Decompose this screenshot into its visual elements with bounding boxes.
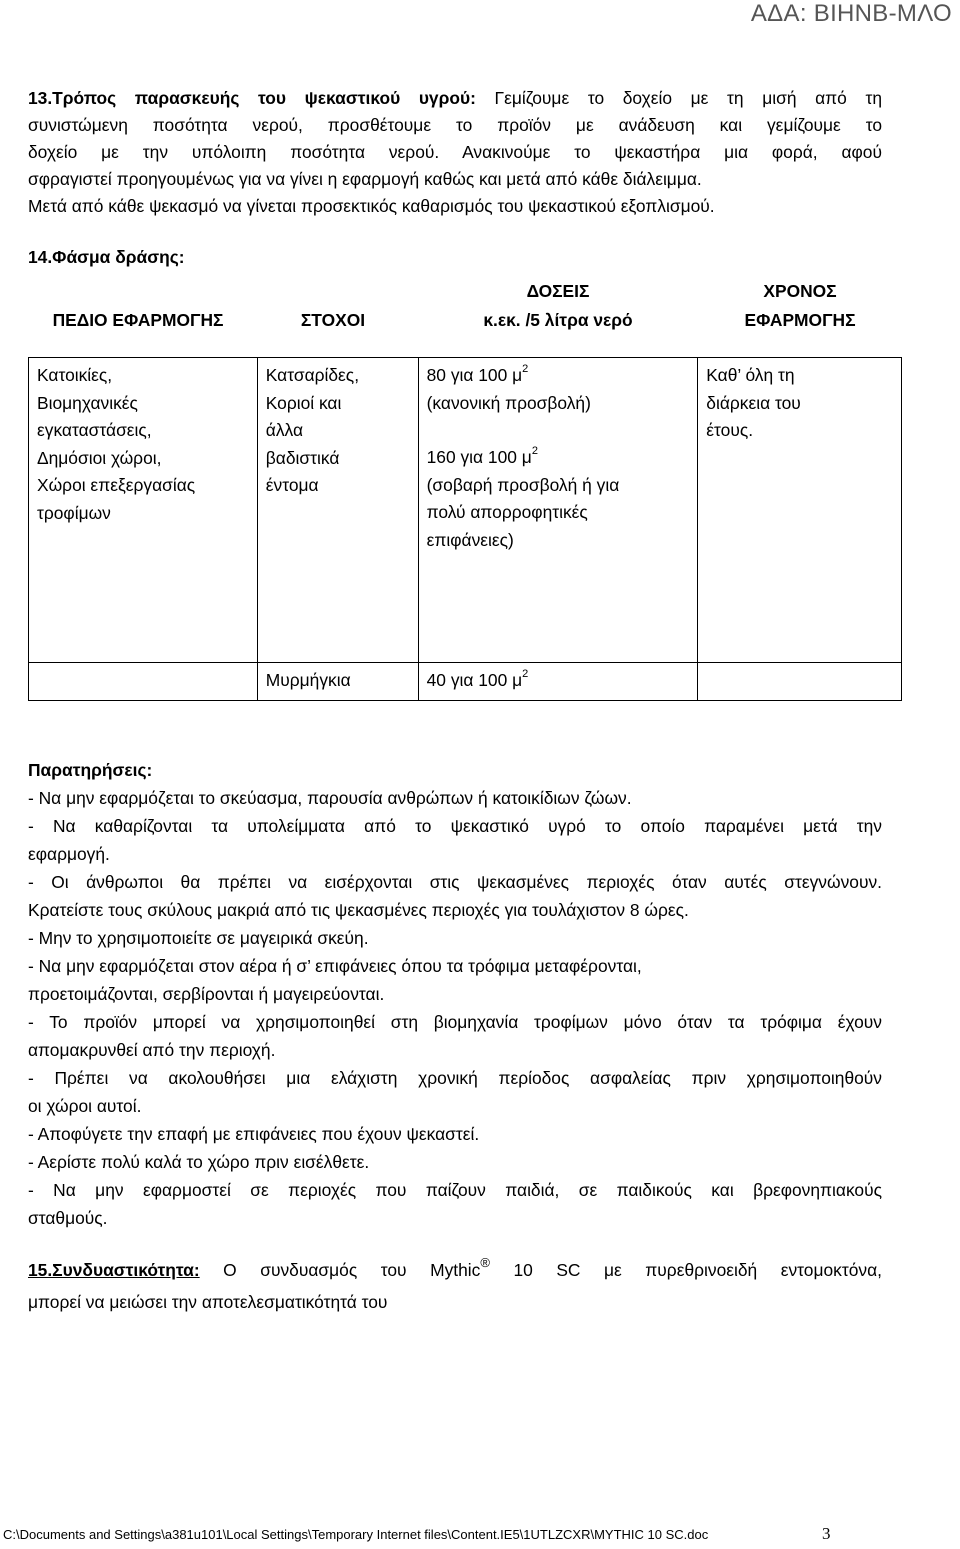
spectrum-table	[28, 357, 902, 701]
registered-mark: ®	[480, 1255, 490, 1270]
dose-severe: 160 για 100 $\mu^2$	[426, 445, 538, 467]
note-line: - Οι άνθρωποι θα πρέπει να εισέρχονται στις ψεκασμένες περιοχές όταν αυτές στεγνώνουν.	[28, 872, 882, 892]
header-doses-line-1: ΔΟΣΕΙΣ	[526, 281, 590, 301]
notes	[28, 756, 882, 1232]
section-15-line-1: 15.Συνδυαστικότητα: Ο συνδυασμός του Mythic® 10 SC με πυρεθρινοειδή εντομοκτόνα,	[28, 1255, 882, 1280]
note-line: σταθμούς.	[28, 1208, 108, 1228]
header-doses	[418, 277, 698, 335]
notes-title: Παρατηρήσεις:	[28, 760, 153, 780]
header-time	[700, 277, 900, 335]
note-line: απομακρυνθεί από την περιοχή.	[28, 1040, 276, 1060]
table-row	[29, 358, 902, 663]
section-14-title: 14.Φάσμα δράσης:	[28, 247, 185, 267]
section-13-title: 13.Τρόπος παρασκευής του ψεκαστικού υγρού:	[28, 88, 476, 108]
header-targets: ΣΤΟΧΟΙ	[300, 310, 366, 330]
note-line: οι χώροι αυτοί.	[28, 1096, 142, 1116]
cell-targets-ants: Μυρμήγκια	[257, 663, 418, 701]
section-13-line-1: 13.Τρόπος παρασκευής του ψεκαστικού υγρού: Γεμίζουμε το δοχείο με τη μισή από τη	[28, 88, 882, 108]
header-time-line-1: ΧΡΟΝΟΣ	[763, 281, 837, 301]
section-15	[28, 1255, 882, 1317]
section-13-line-5: Μετά από κάθε ψεκασμό να γίνεται προσεκτικός καθαρισμός του ψεκαστικού εξοπλισμού.	[28, 196, 715, 216]
cell-field-empty	[29, 663, 258, 701]
note-line: εφαρμογή.	[28, 844, 110, 864]
dose-normal: 80 για 100 $\mu^2$	[426, 363, 529, 385]
ada-code: ΑΔΑ: ΒΙΗΝΒ-ΜΛΟ	[750, 0, 952, 27]
cell-field: Κατοικίες, Βιομηχανικές εγκαταστάσεις, Δημόσιοι χώροι, Χώροι επεξεργασίας τροφίμων	[29, 358, 258, 663]
note-line: προετοιμάζονται, σερβίρονται ή μαγειρεύονται.	[28, 984, 385, 1004]
note-line: - Αποφύγετε την επαφή με επιφάνειες που έχουν ψεκαστεί.	[28, 1124, 480, 1144]
note-line: - Πρέπει να ακολουθήσει μια ελάχιστη χρονική περίοδος ασφαλείας πριν χρησιμοποιηθούν	[28, 1068, 882, 1088]
note-line: Κρατείστε τους σκύλους μακριά από τις ψεκασμένες περιοχές για τουλάχιστον 8 ώρες.	[28, 900, 689, 920]
section-13	[28, 85, 882, 220]
section-13-line-3: δοχείο με την υπόλοιπη ποσότητα νερού. Ανακινούμε το ψεκαστήρα μια φορά, αφού	[28, 142, 882, 162]
section-13-line-4: σφραγιστεί προηγουμένως για να γίνει η εφαρμογή καθώς και μετά από κάθε διάλειμμα.	[28, 169, 702, 189]
cell-dose-ants: 40 για 100 $\mu^2$	[418, 663, 698, 701]
section-15-title: 15.Συνδυαστικότητα:	[28, 1260, 200, 1280]
header-field: ΠΕΔΙΟ ΕΦΑΡΜΟΓΗΣ	[52, 310, 224, 330]
note-line: - Να μην εφαρμόζεται στον αέρα ή σ’ επιφάνειες όπου τα τρόφιμα μεταφέρονται,	[28, 956, 642, 976]
section-13-line-2: συνιστώμενη ποσότητα νερού, προσθέτουμε το προϊόν με ανάδευση και γεμίζουμε το	[28, 115, 882, 135]
table-row	[29, 663, 902, 701]
cell-time: Καθ’ όλη τη διάρκεια του έτους.	[698, 358, 902, 663]
note-line: - Το προϊόν μπορεί να χρησιμοποιηθεί στη βιομηχανία τροφίμων μόνο όταν τα τρόφιμα έχουν	[28, 1012, 882, 1032]
note-line: - Να μην εφαρμοστεί σε περιοχές που παίζουν παιδιά, σε παιδικούς και βρεφονηπιακούς	[28, 1180, 882, 1200]
footer-path: C:\Documents and Settings\a381u101\Local Settings\Temporary Internet files\Content.IE5\1UTLZCXR\MYTHIC 10 SC.doc	[3, 1527, 709, 1542]
header-time-line-2: ΕΦΑΡΜΟΓΗΣ	[744, 310, 856, 330]
cell-time-empty	[698, 663, 902, 701]
note-line: - Μην το χρησιμοποιείτε σε μαγειρικά σκεύη.	[28, 928, 369, 948]
header-doses-line-2: κ.εκ. /5 λίτρα νερό	[483, 310, 633, 330]
cell-doses: 80 για 100 $\mu^2$ (κανονική προσβολή) 160 για 100 $\mu^2$ (σοβαρή προσβολή ή για πολύ απορροφητικές επιφάνειες)	[418, 358, 698, 663]
note-line: - Να μην εφαρμόζεται το σκεύασμα, παρουσία ανθρώπων ή κατοικίδιων ζώων.	[28, 788, 632, 808]
note-line: - Αερίστε πολύ καλά το χώρο πριν εισέλθετε.	[28, 1152, 370, 1172]
page-number: 3	[822, 1524, 831, 1543]
section-15-line-2: μπορεί να μειώσει την αποτελεσματικότητά του	[28, 1292, 388, 1312]
cell-targets: Κατσαρίδες, Κοριοί και άλλα βαδιστικά έντομα	[257, 358, 418, 663]
note-line: - Να καθαρίζονται τα υπολείμματα από το ψεκαστικό υγρό το οποίο παραμένει μετά την	[28, 816, 882, 836]
